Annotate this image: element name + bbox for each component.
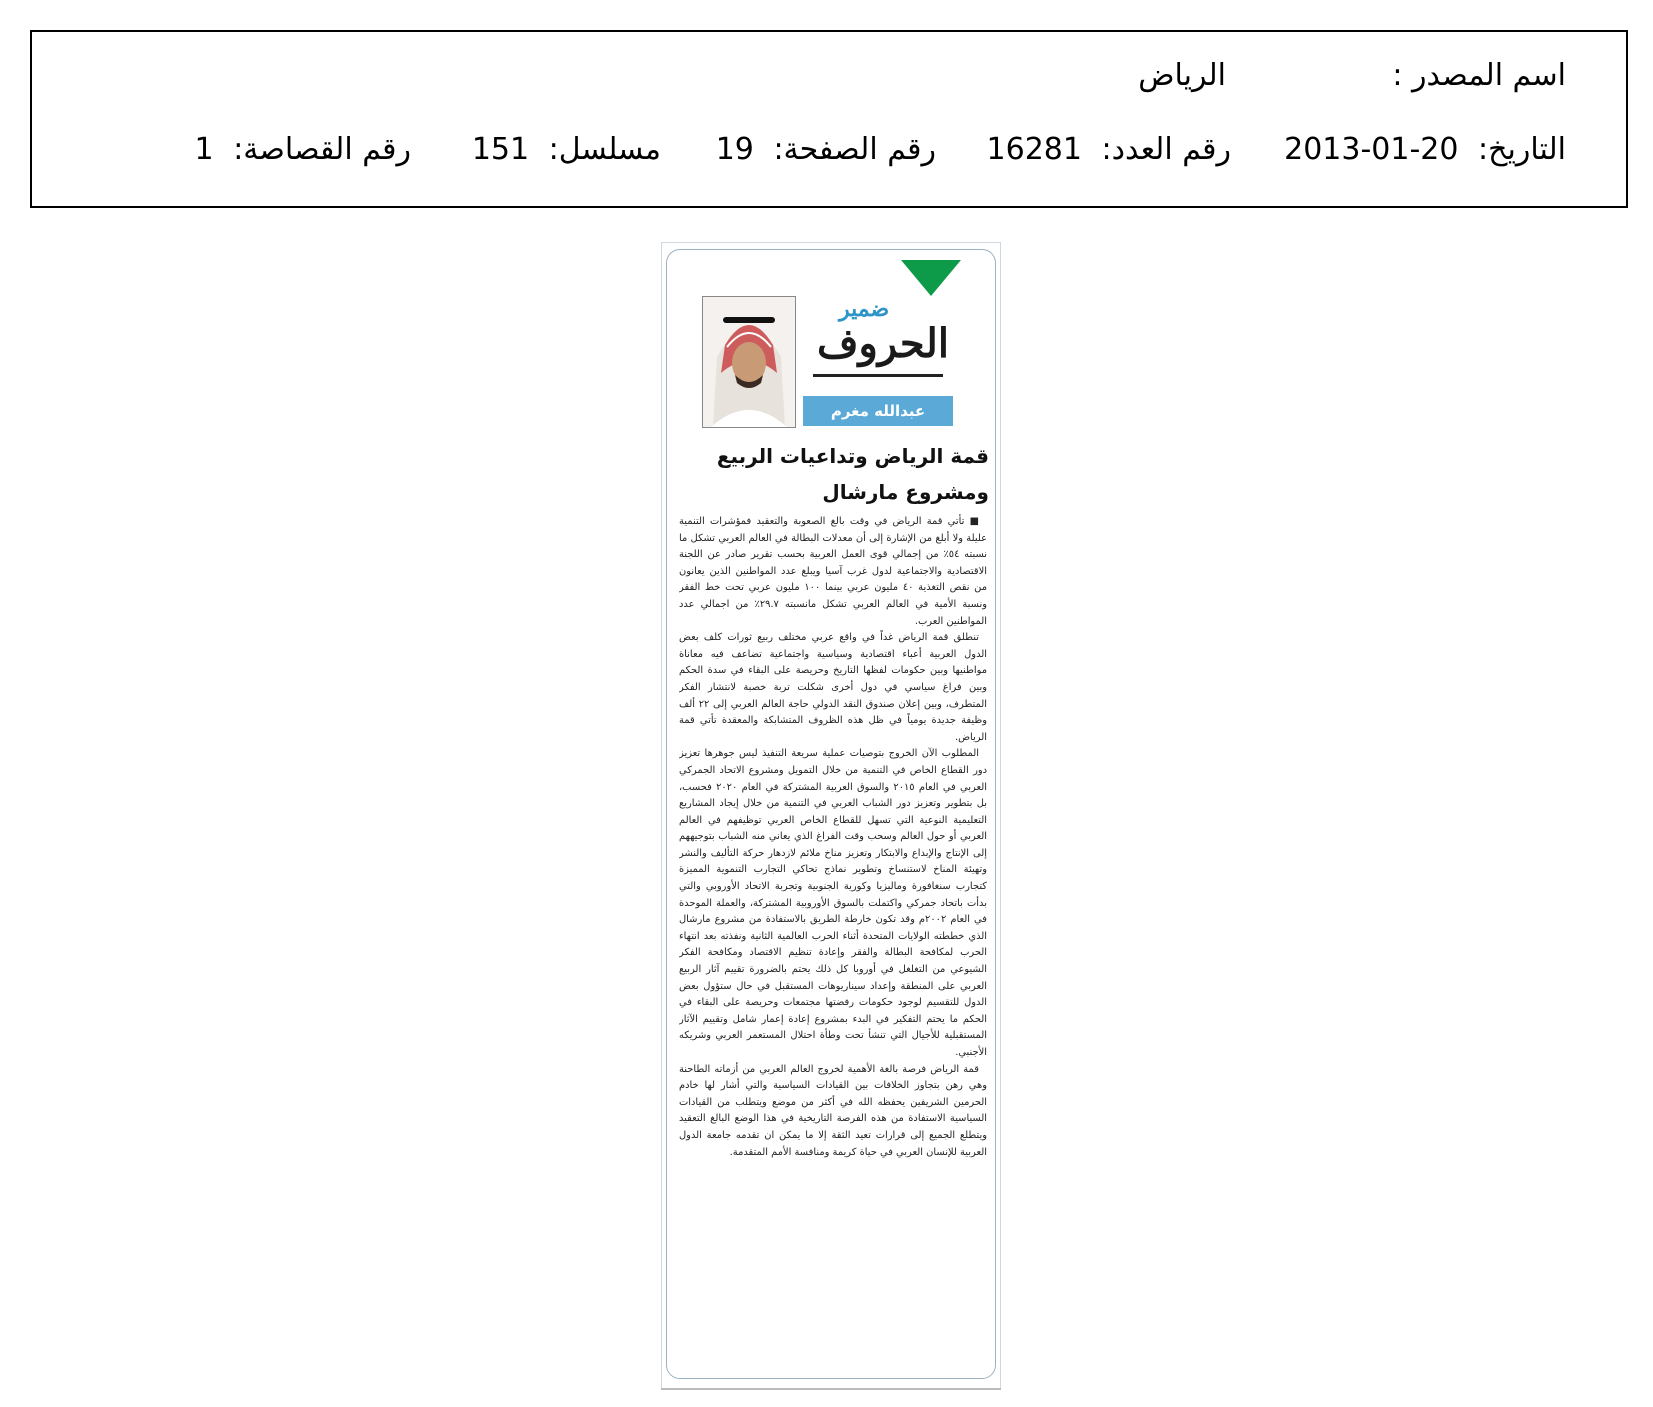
source-label: اسم المصدر : xyxy=(1392,58,1566,93)
serial-label: مسلسل: xyxy=(548,132,661,167)
serial-value: 151 xyxy=(471,132,530,167)
author-name: عبدالله مغرم xyxy=(803,396,953,426)
clip-label: رقم القصاصة: xyxy=(233,132,411,167)
author-photo xyxy=(702,296,796,428)
issue-value: 16281 xyxy=(986,132,1082,167)
clip-value: 1 xyxy=(194,132,214,167)
serial-field xyxy=(472,132,661,167)
green-triangle-icon xyxy=(901,260,961,296)
page-field xyxy=(716,132,936,167)
headline-line-1: قمة الرياض وتداعيات الربيع xyxy=(716,444,989,468)
clipping-bottom-rule xyxy=(661,1388,1001,1390)
date-value: 2013-01-20 xyxy=(1284,132,1459,167)
issue-field xyxy=(987,132,1231,167)
headline-line-2: ومشروع مارشال xyxy=(822,480,989,504)
article-paragraph: قمة الرياض فرصة بالغة الأهمية لخروج العالم العربي من أزماته الطاحنة وهي رهن بتجاوز الخلافات بين القيادات السياسية والتي أشار لها خادم الحرمين الشريفين يحفظه الله في أكثر من موضع ويتطلب من القيادات السياسية الاستفادة من هذه الفرصة التاريخية في هذا الوضع البالغ التعقيد ويتطلع الجميع إلى قرارات تعيد الثقة إلا ما يمكن ان تقدمه جامعة الدول العربية للإنسان العربي في حياة كريمة ومنافسة الأمم المتقدمة. xyxy=(679,1063,987,1158)
clip-field xyxy=(195,132,411,167)
date-label: التاريخ: xyxy=(1478,132,1566,167)
article-headline xyxy=(689,438,989,510)
date-field xyxy=(1284,132,1566,167)
column-name-small: ضمير xyxy=(839,296,890,322)
newspaper-clipping xyxy=(661,242,1001,1390)
source-info-box xyxy=(30,30,1628,208)
column-name-big: الحروف xyxy=(817,320,949,367)
article-paragraph: المطلوب الآن الخروج بتوصيات عملية سريعة التنفيذ ليس جوهرها تعزيز دور القطاع الخاص في التنمية من خلال التمويل ومشروع الاتحاد الجمركي العربي في العام ٢٠١٥ والسوق العربية المشتركة في العام ٢٠٢٠ فحسب، بل بتطوير وتعزيز دور الشباب العربي في التنمية من خلال إيجاد المشاريع التعليمية النوعية التي تسهل للقطاع الخاص العربي توظيفهم في العالم العربي أو حول العالم وسحب وقت الفراغ الذي يعاني منه الشباب بتوجيههم إلى الإنتاج والإبداع والابتكار وتعزيز مناخ ملائم لازدهار حركة التأليف والنشر وتهيئة المناخ لاستنساخ وتطوير نماذج تحاكي التجارب التنموية المميزة كتجارب سنغافورة وماليزيا وكورية الجنوبية وتجربة الاتحاد الأوروبي والتي بدأت باتحاد جمركي واكتملت بالسوق الأوروبية المشتركة، والعملة الموحدة في العام ٢٠٠٢م وقد تكون خارطة الطريق بالاستفادة من مشروع مارشال الذي خططته الولايات المتحدة أثناء الحرب العالمية الثانية ونفذته بعد انتهاء الحرب لمكافحة البطالة والفقر وإعادة تنظيم الاقتصاد ومكافحة الفكر الشيوعي من التغلغل في أوروبا كل ذلك يحتم بالضرورة تقييم آثار الربيع العربي على المنطقة وإعداد سيناريوهات المستقبل في حال ستؤول بعض الدول للتقسيم لوجود حكومات رفضتها مجتمعات وحريصة على البقاء في الحكم ما يحتم التفكير في البدء بمشروع إعادة إعمار شامل وتقييم الآثار المستقبلية للأجيال التي تنشأ تحت وطأة احتلال المستعمر العربي وشريكه الأجنبي. xyxy=(679,748,987,1058)
page-value: 19 xyxy=(715,132,754,167)
clipping-frame xyxy=(666,249,996,1379)
column-logo-rule xyxy=(813,374,943,377)
author-portrait-icon xyxy=(703,297,795,427)
source-value: الرياض xyxy=(1138,58,1226,93)
article-paragraph: تنطلق قمة الرياض غداً في واقع عربي مختلف ربيع ثورات كلف بعض الدول العربية أعباء اقتصادية وسياسية واجتماعية تضاعف فيه معاناة مواطنيها وبين حكومات لفظها التاريخ وحريصة على البقاء في سدة الحكم وبين فراغ سياسي في دول أخرى شكلت تربة خصبة لانتشار الفكر المتطرف، وبين إعلان صندوق النقد الدولي حاجة العالم العربي إلى ٢٢ ألف وظيفة جديدة يومياً في ظل هذه الظروف المتشابكة والمعقدة تأتي قمة الرياض. xyxy=(679,632,987,743)
page-label: رقم الصفحة: xyxy=(773,132,936,167)
issue-label: رقم العدد: xyxy=(1101,132,1231,167)
article-body xyxy=(679,514,987,1366)
article-paragraph: ■ تأتي قمة الرياض في وقت بالغ الصعوبة والتعقيد فمؤشرات التنمية عليلة ولا أبلغ من الإشارة إلى أن معدلات البطالة في العالم العربي تشكل ما نسبته ٥٤٪ من إجمالي قوى العمل العربية بحسب تقرير صادر عن اللجنة الاقتصادية والاجتماعية لدول غرب آسيا ويبلغ عدد المواطنين الذين يعانون من نقص التغذية ٤٠ مليون عربي بينما ١٠٠ مليون عربي تحت خط الفقر ونسبة الأمية في العالم العربي تشكل مانسبته ٢٩.٧٪ من اجمالي عدد المواطنين العرب. xyxy=(679,516,987,627)
